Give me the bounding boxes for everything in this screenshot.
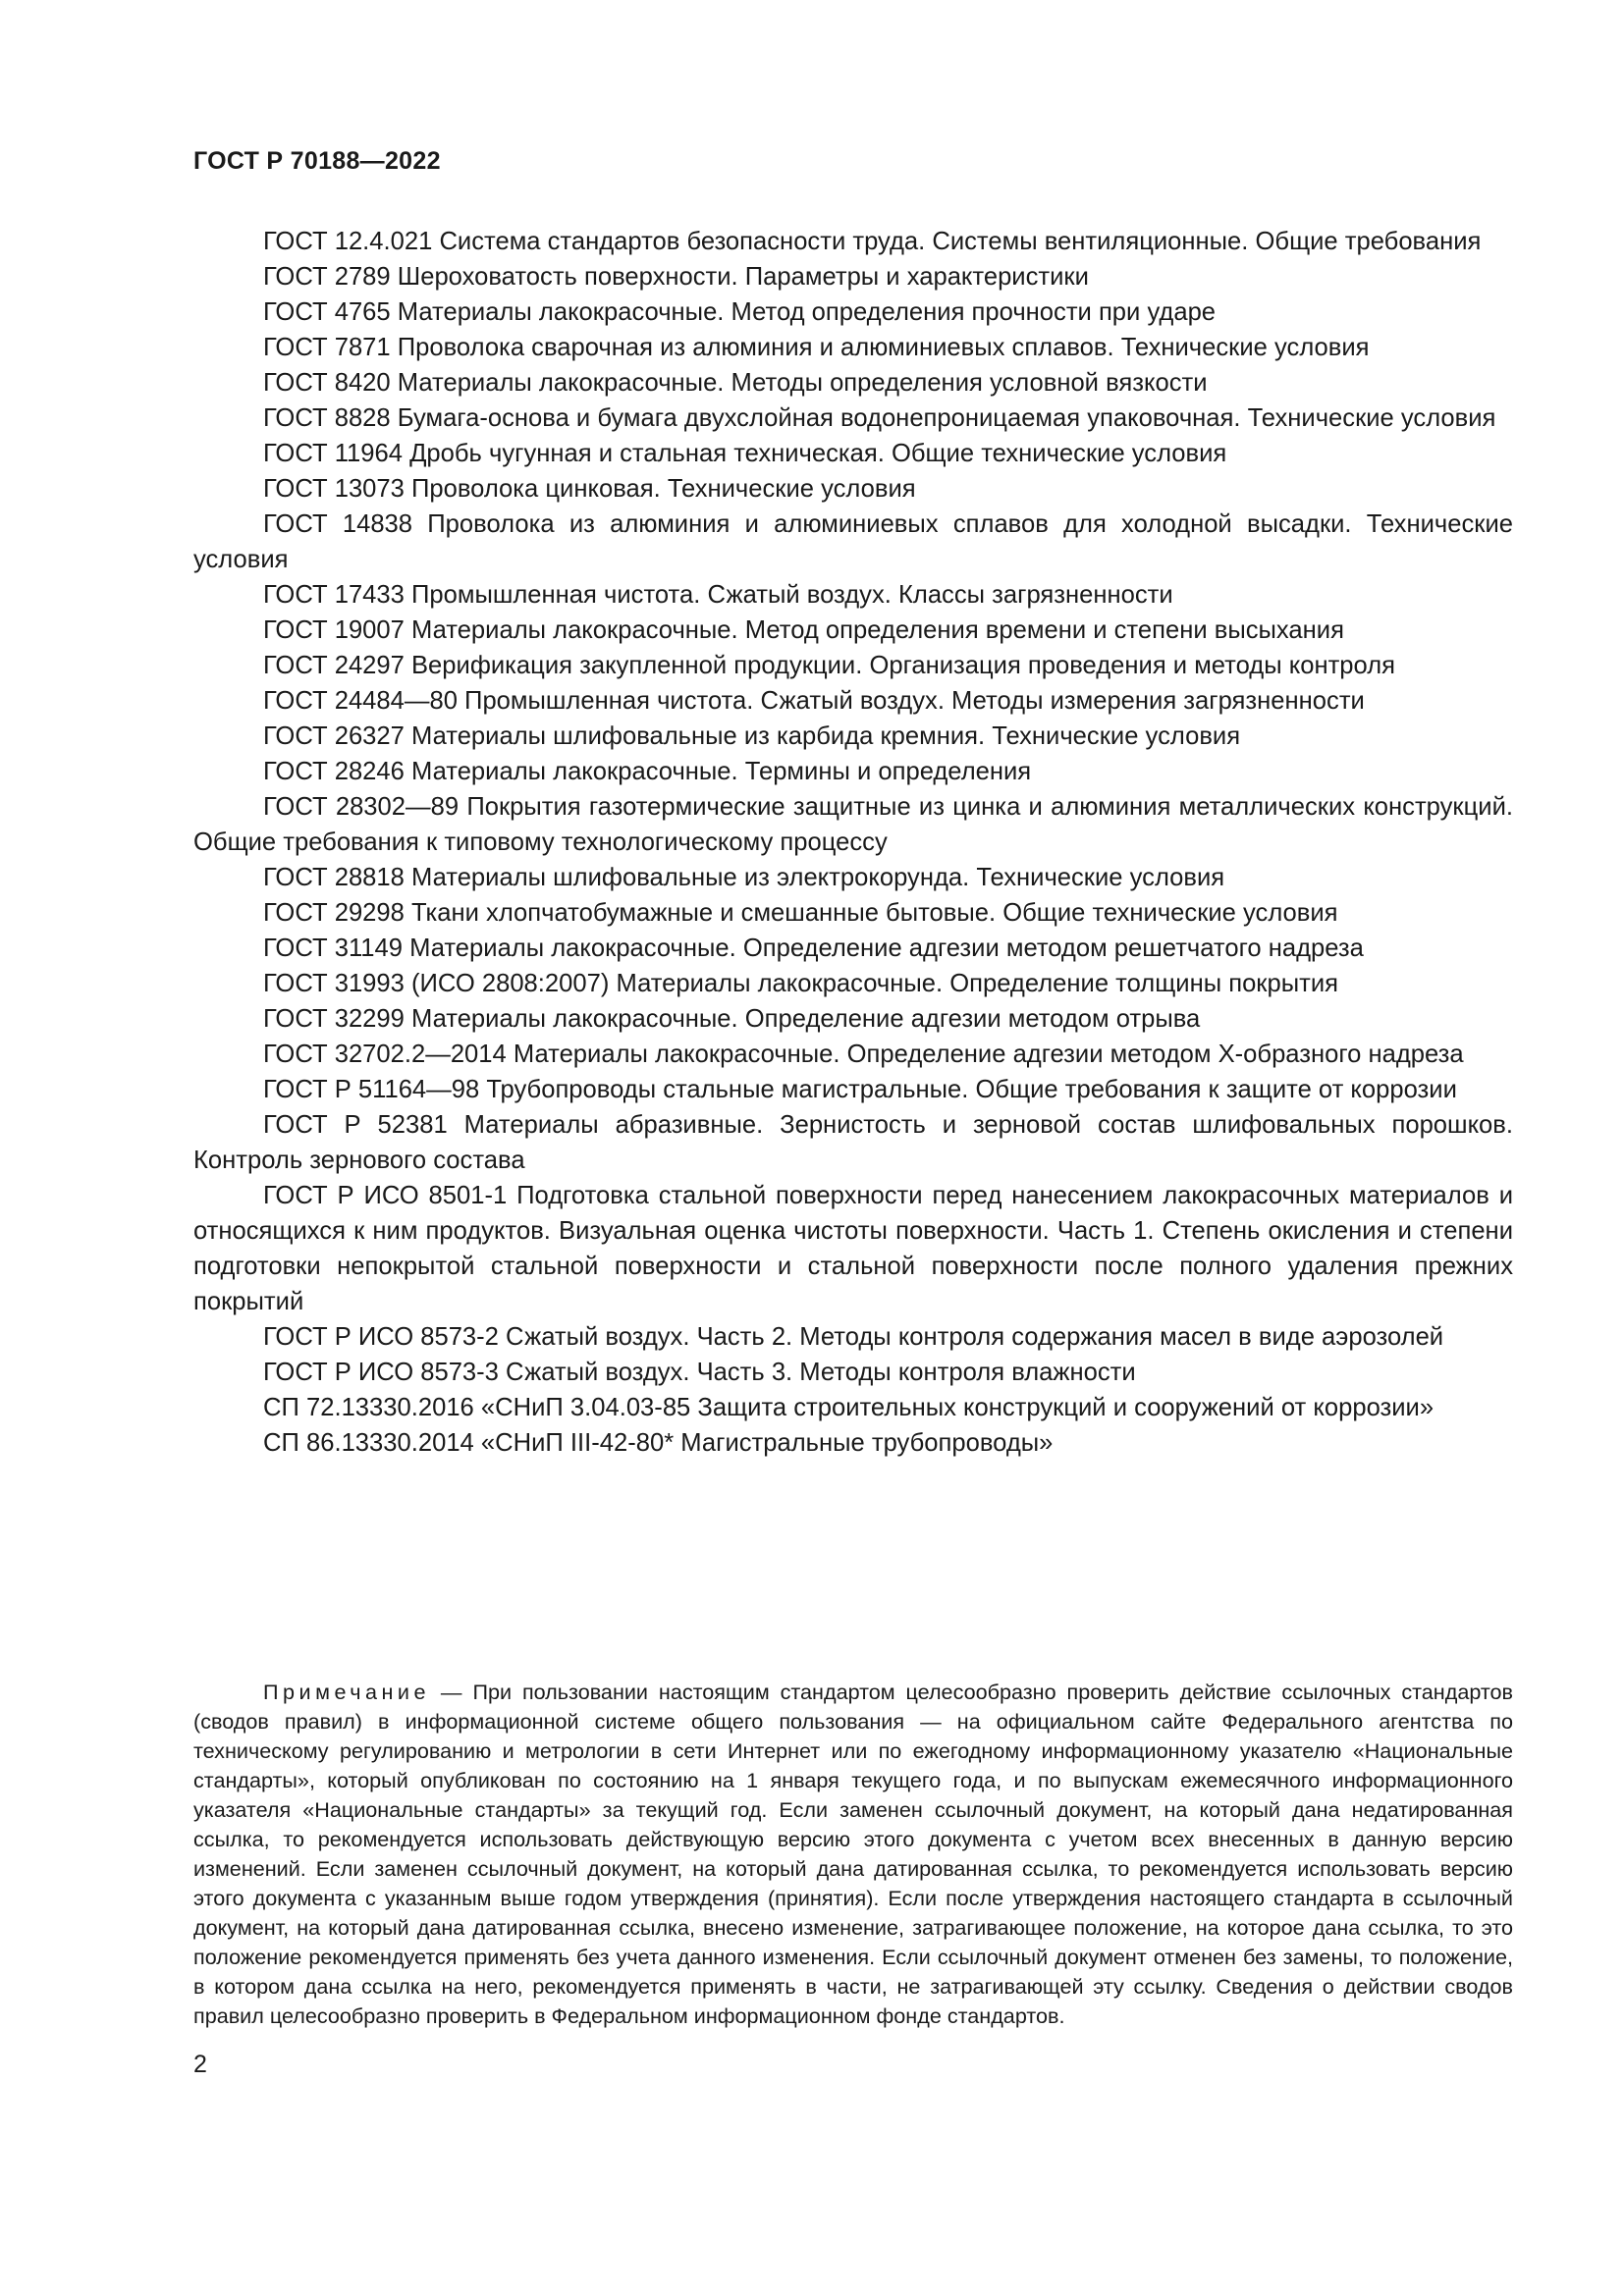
note-label: Примечание: [263, 1680, 430, 1704]
reference-item: ГОСТ 19007 Материалы лакокрасочные. Метод определения времени и степени высыхания: [263, 616, 1344, 644]
reference-item: ГОСТ Р ИСО 8573-3 Сжатый воздух. Часть 3. Методы контроля влажности: [263, 1359, 1136, 1386]
reference-item: ГОСТ 12.4.021 Система стандартов безопасности труда. Системы вентиляционные. Общие требования: [263, 228, 1482, 255]
note-paragraph: [193, 1678, 1513, 2031]
reference-item: ГОСТ Р ИСО 8573-2 Сжатый воздух. Часть 2. Методы контроля содержания масел в виде аэрозолей: [263, 1323, 1444, 1351]
reference-item: ГОСТ 4765 Материалы лакокрасочные. Метод определения прочности при ударе: [263, 298, 1217, 326]
document-header-title: ГОСТ Р 70188—2022: [193, 147, 441, 175]
reference-item: ГОСТ 32702.2—2014 Материалы лакокрасочные. Определение адгезии методом X-образного надреза: [263, 1041, 1464, 1068]
reference-item: ГОСТ 24484—80 Промышленная чистота. Сжатый воздух. Методы измерения загрязненности: [263, 687, 1365, 715]
reference-item: ГОСТ Р 51164—98 Трубопроводы стальные магистральные. Общие требования к защите от коррозии: [263, 1076, 1457, 1103]
reference-item: ГОСТ 7871 Проволока сварочная из алюминия и алюминиевых сплавов. Технические условия: [263, 334, 1370, 361]
reference-item: ГОСТ 13073 Проволока цинковая. Технические условия: [263, 475, 916, 503]
reference-item: ГОСТ 32299 Материалы лакокрасочные. Определение адгезии методом отрыва: [263, 1005, 1201, 1033]
reference-item: ГОСТ 24297 Верификация закупленной продукции. Организация проведения и методы контроля: [263, 652, 1396, 679]
reference-item: ГОСТ 28818 Материалы шлифовальные из электрокорунда. Технические условия: [263, 864, 1225, 891]
reference-item: СП 72.13330.2016 «СНиП 3.04.03-85 Защита строительных конструкций и сооружений от коррозии»: [263, 1394, 1435, 1421]
reference-item: ГОСТ 8420 Материалы лакокрасочные. Методы определения условной вязкости: [263, 369, 1208, 397]
note-text: — При пользовании настоящим стандартом целесообразно проверить действие ссылочных стандартов (сводов правил) в информационной системе общего пользования — на официальном сайте Федерального агентства по техническому регулированию и метрологии в сети Интернет или по ежегодному информационному указателю «Национальные стандарты», который опубликован по состоянию на 1 января текущего года, и по выпускам ежемесячного информационного указателя «Национальные стандарты» за текущий год. Если заменен ссылочный документ, на который дана недатированная ссылка, то рекомендуется использовать действующую версию этого документа с учетом всех внесенных в данную версию изменений. Если заменен ссылочный документ, на который дана датированная ссылка, то рекомендуется использовать версию этого документа с указанным выше годом утверждения (принятия). Если после утверждения настоящего стандарта в ссылочный документ, на который дана датированная ссылка, внесено изменение, затрагивающее положение, на которое дана ссылка, то это положение рекомендуется применять без учета данного изменения. Если ссылочный документ отменен без замены, то положение, в котором дана ссылка на него, рекомендуется применять в части, не затрагивающей эту ссылку. Сведения о действии сводов правил целесообразно проверить в Федеральном информационном фонде стандартов.: [193, 1680, 1513, 2028]
reference-item: ГОСТ 14838 Проволока из алюминия и алюминиевых сплавов для холодной высадки. Технические условия: [193, 510, 1513, 573]
reference-item: ГОСТ 31149 Материалы лакокрасочные. Определение адгезии методом решетчатого надреза: [263, 934, 1364, 962]
page-number: 2: [193, 2051, 207, 2078]
reference-item: ГОСТ 2789 Шероховатость поверхности. Параметры и характеристики: [263, 263, 1089, 291]
reference-item: ГОСТ 11964 Дробь чугунная и стальная техническая. Общие технические условия: [263, 440, 1227, 467]
reference-item: ГОСТ 31993 (ИСО 2808:2007) Материалы лакокрасочные. Определение толщины покрытия: [263, 970, 1339, 997]
reference-item: ГОСТ Р ИСО 8501-1 Подготовка стальной поверхности перед нанесением лакокрасочных материалов и относящихся к ним продуктов. Визуальная оценка чистоты поверхности. Часть 1. Степень окисления и степени подготовки непокрытой стальной поверхности и стальной поверхности после полного удаления прежних покрытий: [193, 1182, 1513, 1315]
reference-item: ГОСТ 28302—89 Покрытия газотермические защитные из цинка и алюминия металлических конструкций. Общие требования к типовому технологическому процессу: [193, 793, 1513, 856]
normative-references-list: [193, 224, 1513, 1461]
reference-item: ГОСТ 8828 Бумага-основа и бумага двухслойная водонепроницаемая упаковочная. Технические условия: [263, 404, 1496, 432]
reference-item: ГОСТ Р 52381 Материалы абразивные. Зернистость и зерновой состав шлифовальных порошков. Контроль зернового состава: [193, 1111, 1513, 1174]
reference-item: ГОСТ 26327 Материалы шлифовальные из карбида кремния. Технические условия: [263, 722, 1241, 750]
reference-item: СП 86.13330.2014 «СНиП III-42-80* Магистральные трубопроводы»: [263, 1429, 1054, 1457]
reference-item: ГОСТ 17433 Промышленная чистота. Сжатый воздух. Классы загрязненности: [263, 581, 1173, 609]
reference-item: ГОСТ 28246 Материалы лакокрасочные. Термины и определения: [263, 758, 1032, 785]
reference-item: ГОСТ 29298 Ткани хлопчатобумажные и смешанные бытовые. Общие технические условия: [263, 899, 1338, 927]
